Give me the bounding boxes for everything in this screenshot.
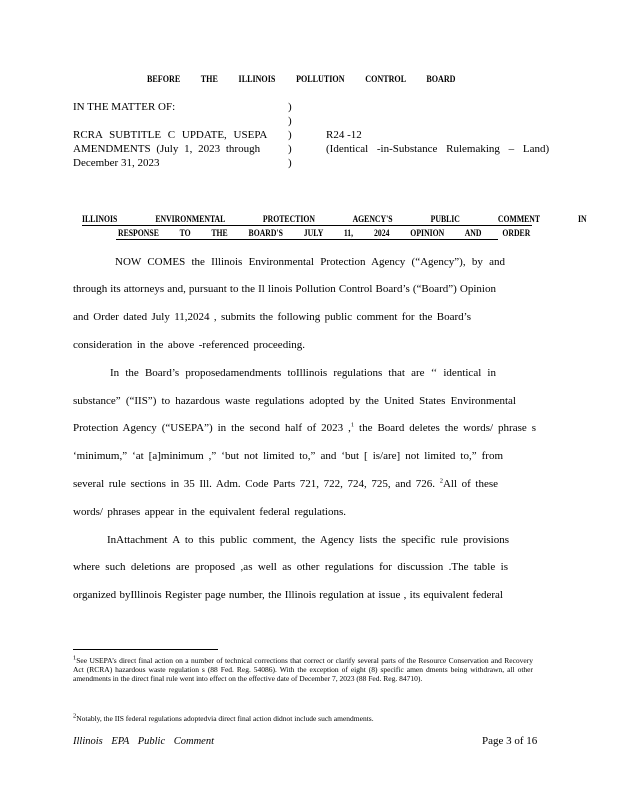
body-text: All of these	[442, 478, 499, 490]
body-line: words/ phrases appear in the equivalent federal regulations.	[73, 506, 346, 518]
footnote-ref-1: 1	[350, 421, 355, 429]
caption-parens	[288, 100, 292, 170]
paren: )	[288, 101, 292, 113]
footnote-2	[73, 714, 533, 723]
body-line: where such deletions are proposed ,as well as other regulations for discussion .The table is	[73, 561, 508, 573]
title-underline-1	[82, 225, 532, 226]
body-text: the Board deletes the words/ phrase s	[354, 422, 536, 434]
footnote-1	[73, 656, 533, 683]
paren: )	[288, 143, 292, 155]
body-text: Protection Agency (“USEPA”) in the second half of 2023 ,	[73, 422, 351, 434]
footnote-1-text: See USEPA’s direct final action on a number of technical corrections that correct or clarify several parts of the Resource Conservation and Recovery Act (RCRA) hazardous waste regulation s (88 Fed. Reg. 54086). With the exception of eight (8) specific amen dments being withdrawn, all other amendments in the direct final rule went into effect on the effective date of December 7, 2023 (88 Fed. Reg. 84710).	[73, 656, 533, 683]
body-line: organized byIllinois Register page number, the Illinois regulation at issue , its equivalent federal	[73, 589, 503, 601]
board-header: BEFORE THE ILLINOIS POLLUTION CONTROL BOARD	[147, 75, 456, 85]
paren: )	[288, 115, 292, 127]
caption-subject-2: AMENDMENTS (July 1, 2023 through	[73, 143, 261, 155]
footnote-mark-1: 1	[73, 654, 77, 662]
body-line: In the Board’s proposedamendments toIllinois regulations that are ‘‘ identical in	[110, 367, 496, 379]
docket-number: R24 -12	[326, 129, 362, 141]
body-line: ‘minimum,” ‘at [a]minimum ,” ‘but not limited to,” and ‘but [ is/are] not limited to,” from	[73, 450, 503, 462]
caption-left	[73, 100, 267, 170]
document-title-line2: RESPONSE TO THE BOARD'S JULY 11, 2024 OPINION AND ORDER	[118, 228, 531, 238]
body-line: InAttachment A to this public comment, the Agency lists the specific rule provisions	[107, 534, 509, 546]
footer-label: Illinois EPA Public Comment	[73, 736, 214, 747]
body-line: and Order dated July 11,2024 , submits the following public comment for the Board’s	[73, 311, 471, 323]
rulemaking-type: (Identical -in-Substance Rulemaking – Land)	[326, 143, 550, 155]
footnote-separator	[73, 649, 218, 650]
body-line: through its attorneys and, pursuant to the Il linois Pollution Control Board’s (“Board”) Opinion	[73, 283, 496, 295]
page-number: Page 3 of 16	[482, 735, 538, 747]
paren: )	[288, 129, 292, 141]
body-line: substance” (“IIS”) to hazardous waste regulations adopted by the United States Environmental	[73, 395, 516, 407]
body-line: NOW COMES the Illinois Environmental Protection Agency (“Agency”), by and	[115, 256, 505, 268]
footnote-2-text: Notably, the IIS federal regulations adoptedvia direct final action didnot include such amendments.	[76, 714, 374, 723]
paren: )	[288, 157, 292, 169]
body-text: several rule sections in 35 Ill. Adm. Code Parts 721, 722, 724, 725, and 726.	[73, 478, 436, 490]
footnote-mark-2: 2	[73, 712, 77, 720]
caption-subject-3: December 31, 2023	[73, 157, 160, 169]
caption-subject-1: RCRA SUBTITLE C UPDATE, USEPA	[73, 129, 268, 141]
body-line: consideration in the above -referenced proceeding.	[73, 339, 305, 351]
document-title-line1: ILLINOIS ENVIRONMENTAL PROTECTION AGENCY'S PUBLIC COMMENT IN	[82, 214, 587, 224]
body-line	[73, 421, 536, 435]
body-line	[73, 477, 498, 491]
title-underline-2	[116, 239, 498, 240]
caption-matter: IN THE MATTER OF:	[73, 101, 176, 113]
footnote-ref-2: 2	[439, 477, 443, 485]
